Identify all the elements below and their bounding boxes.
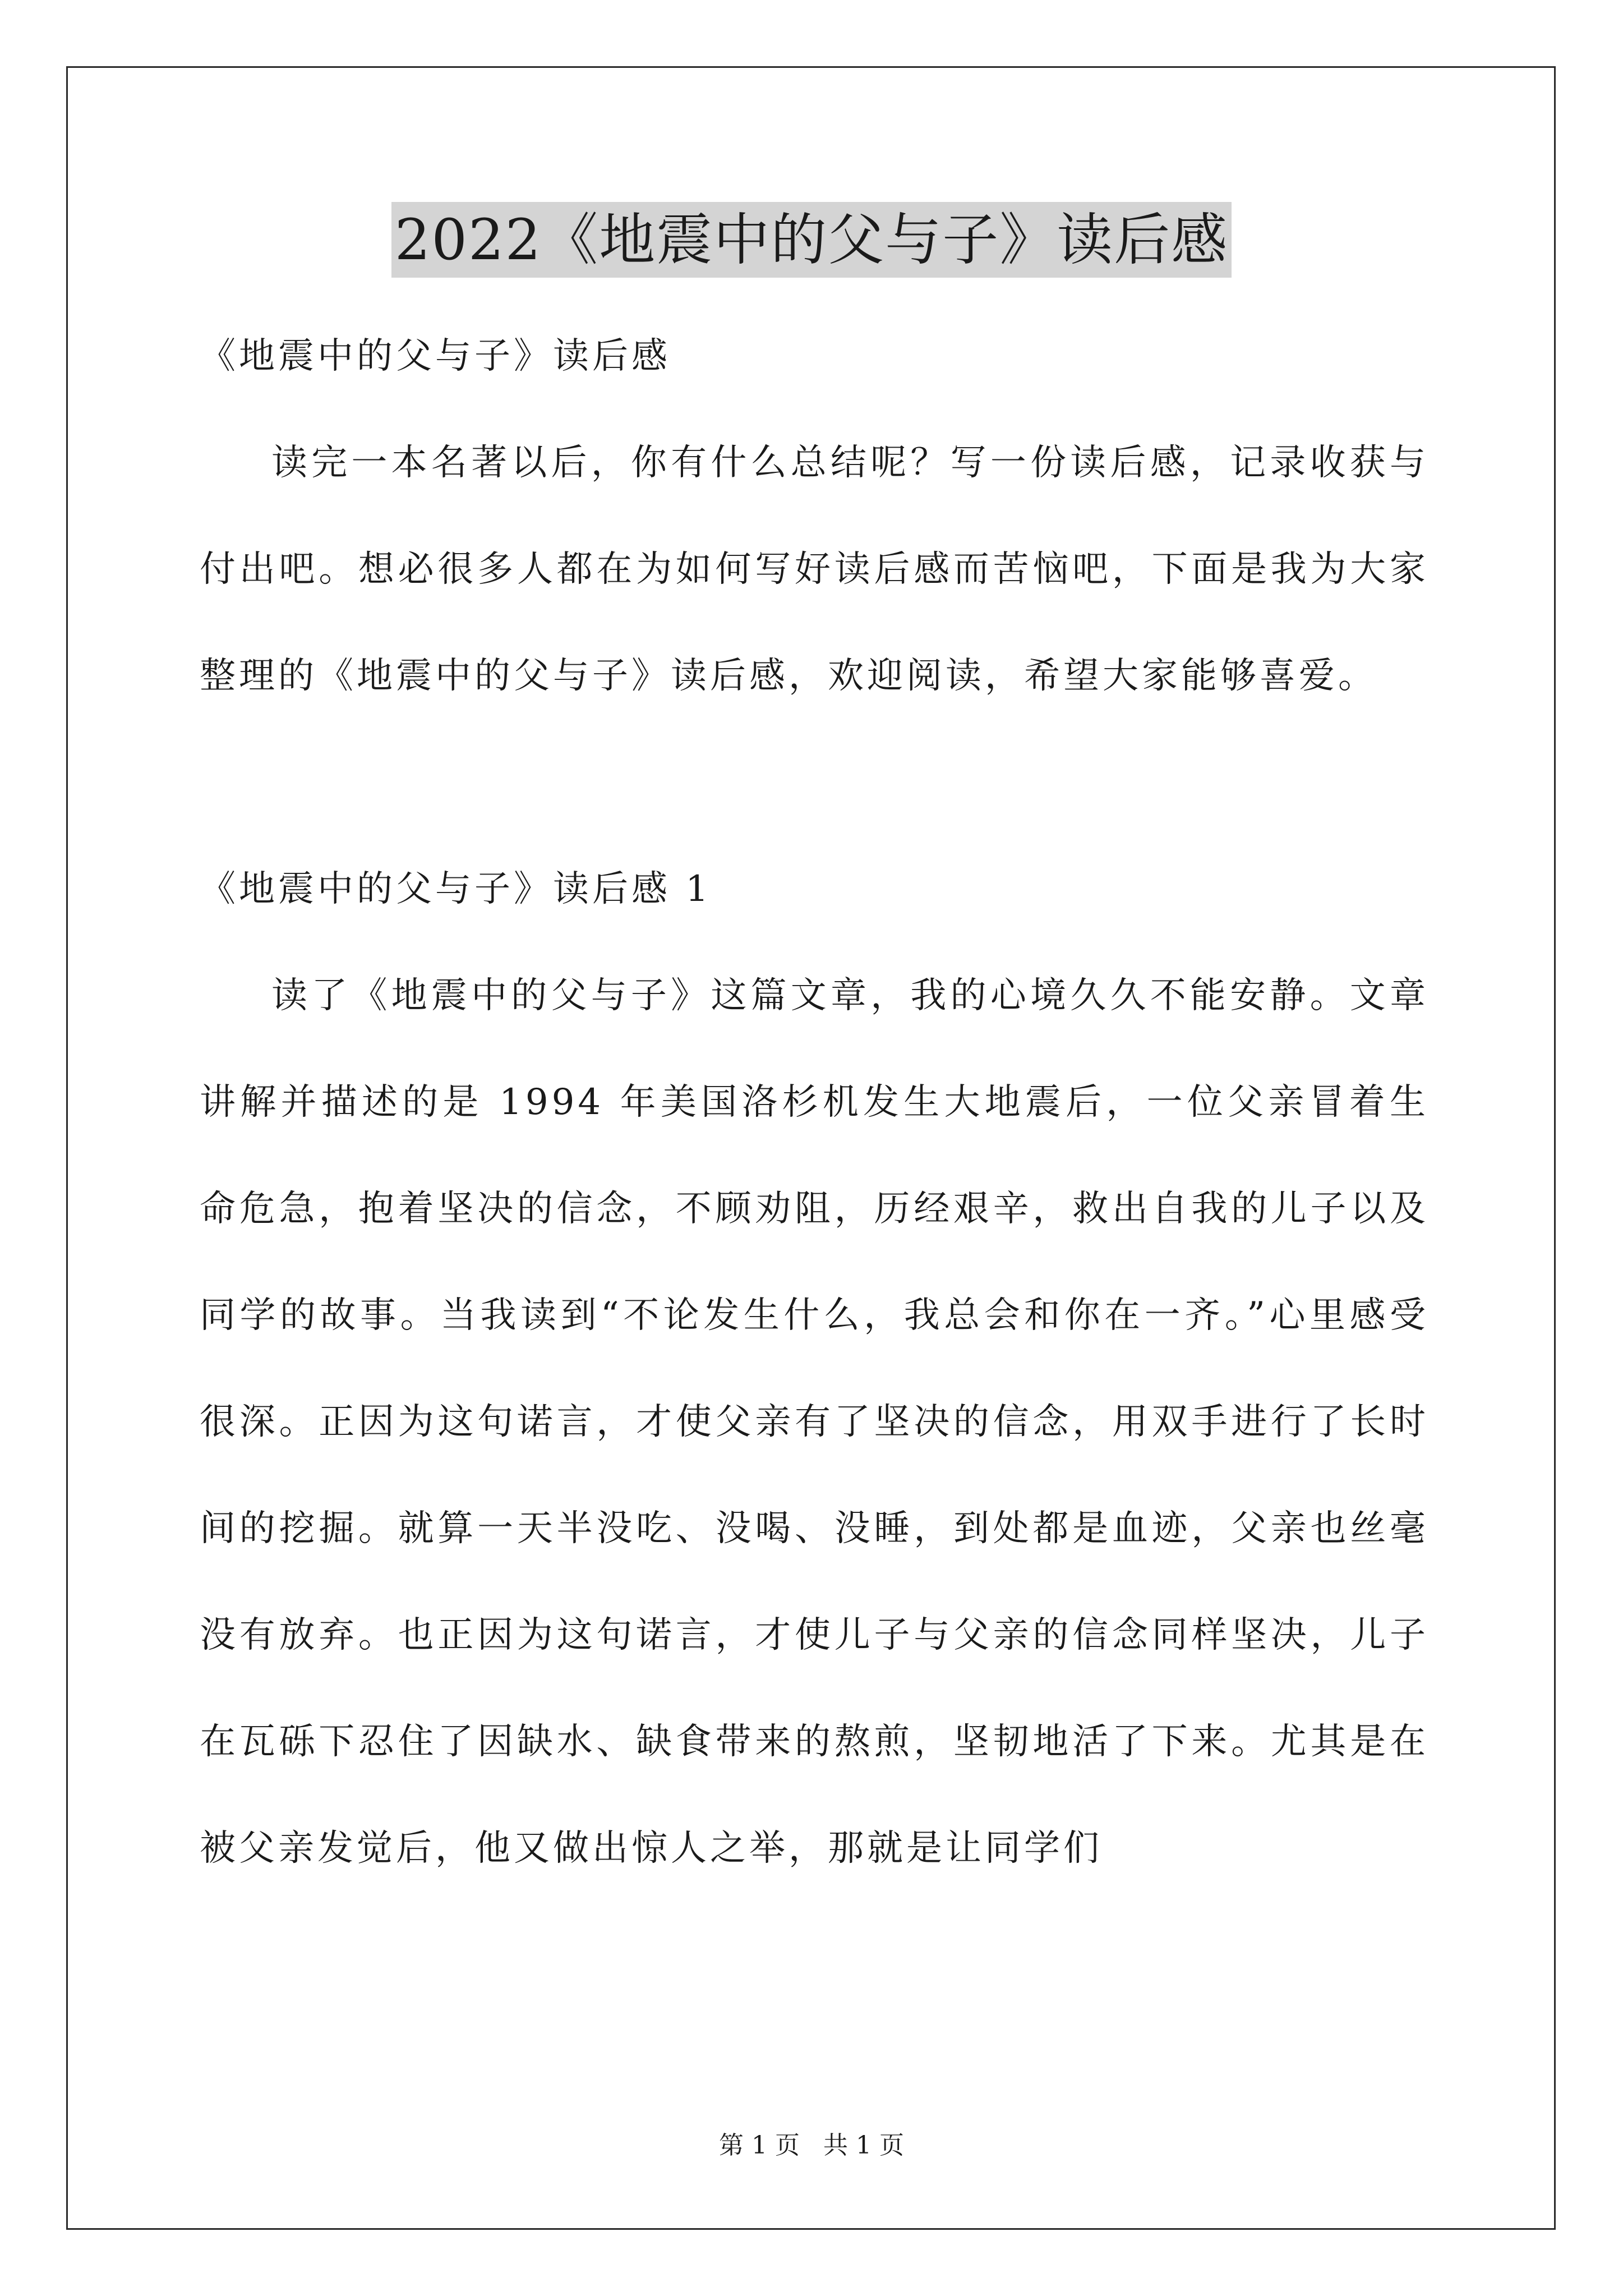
document-title: 2022《地震中的父与子》读后感 <box>391 202 1232 278</box>
subheading-intro: 《地震中的父与子》读后感 <box>200 335 671 377</box>
paragraph-intro: 读完一本名著以后，你有什么总结呢？写一份读后感，记录收获与付出吧。想必很多人都在为如何写好读后感而苦恼吧，下面是我为大家整理的《地震中的父与子》读后感，欢迎阅读，希望大家能够喜爱。 <box>200 442 1429 697</box>
paragraph-gap <box>200 729 1429 836</box>
page-number: 第 1 页 <box>719 2131 800 2160</box>
paragraph-essay-1: 读了《地震中的父与子》这篇文章，我的心境久久不能安静。文章讲解并描述的是 1994 年美国洛杉机发生大地震后，一位父亲冒着生命危急，抱着坚决的信念，不顾劝阻，历经艰辛，救出自我的儿子以及同学的故事。当我读到“不论发生什么，我总会和你在一齐。”心里感受很深。正因为这句诺言，才使父亲有了坚决的信念，用双手进行了长时间的挖掘。就算一天半没吃、没喝、没睡，到处都是血迹，父亲也丝毫没有放弃。也正因为这句诺言，才使儿子与父亲的信念同样坚决，儿子在瓦砾下忍住了因缺水、缺食带来的熬煎，坚韧地活了下来。尤其是在被父亲发觉后，他又做出惊人之举，那就是让同学们 <box>200 975 1429 1869</box>
page-total: 共 1 页 <box>823 2131 904 2160</box>
subheading-essay-1: 《地震中的父与子》读后感 1 <box>200 868 712 910</box>
title-container <box>0 202 1623 278</box>
document-body <box>200 303 1429 1902</box>
page-footer <box>0 2129 1623 2162</box>
